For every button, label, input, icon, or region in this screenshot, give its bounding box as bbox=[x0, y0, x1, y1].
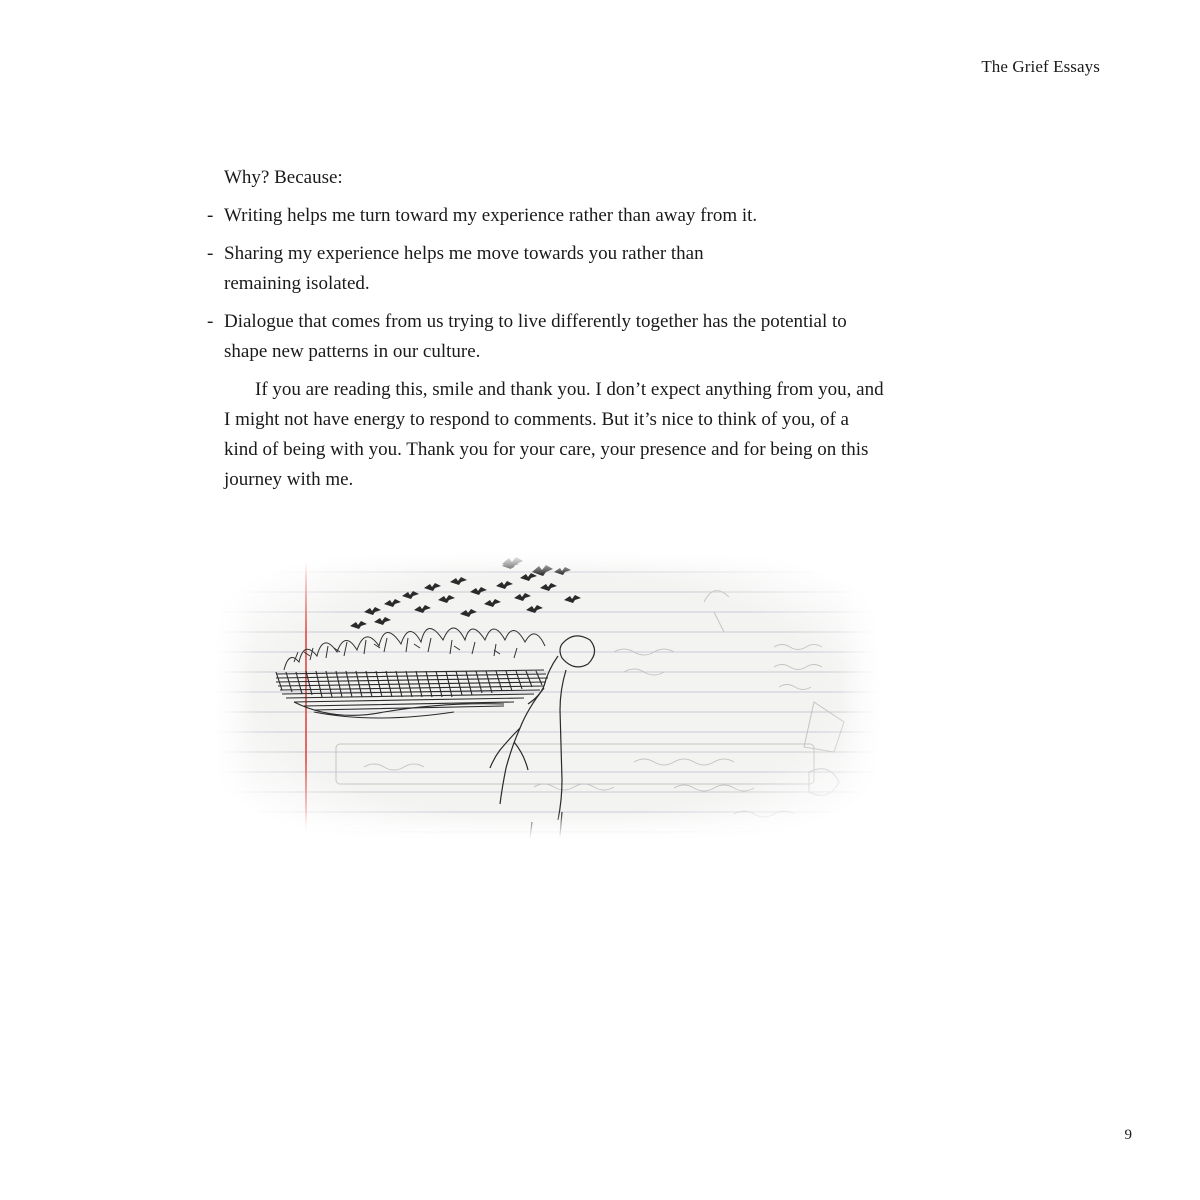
list-item-text: Sharing my experience helps me move towards you rather than remaining isolated. bbox=[224, 243, 704, 294]
list-item-text: Writing helps me turn toward my experience rather than away from it. bbox=[224, 205, 758, 226]
body-text bbox=[207, 163, 884, 495]
intro-line: Why? Because: bbox=[224, 167, 343, 188]
notebook-sketch-figure bbox=[214, 552, 880, 840]
dash-bullet: - bbox=[207, 205, 214, 226]
reasons-list bbox=[207, 201, 884, 367]
list-item bbox=[207, 239, 884, 299]
pencil-sketch-icon bbox=[214, 552, 880, 840]
closing-paragraph: If you are reading this, smile and thank you. I don’t expect anything from you, and I might not have energy to respond to comments. But it’s nice to think of you, of a kind of being with you. Thank you for your care, your presence and for being on this journey with me. bbox=[224, 379, 884, 490]
page-number: 9 bbox=[1124, 1127, 1132, 1143]
list-item-text: Dialogue that comes from us trying to live differently together has the potential to shape new patterns in our culture. bbox=[224, 311, 847, 362]
running-head-title: The Grief Essays bbox=[981, 57, 1100, 76]
dash-bullet: - bbox=[207, 243, 214, 264]
list-item bbox=[207, 307, 884, 367]
list-item bbox=[207, 201, 884, 231]
dash-bullet: - bbox=[207, 311, 214, 332]
